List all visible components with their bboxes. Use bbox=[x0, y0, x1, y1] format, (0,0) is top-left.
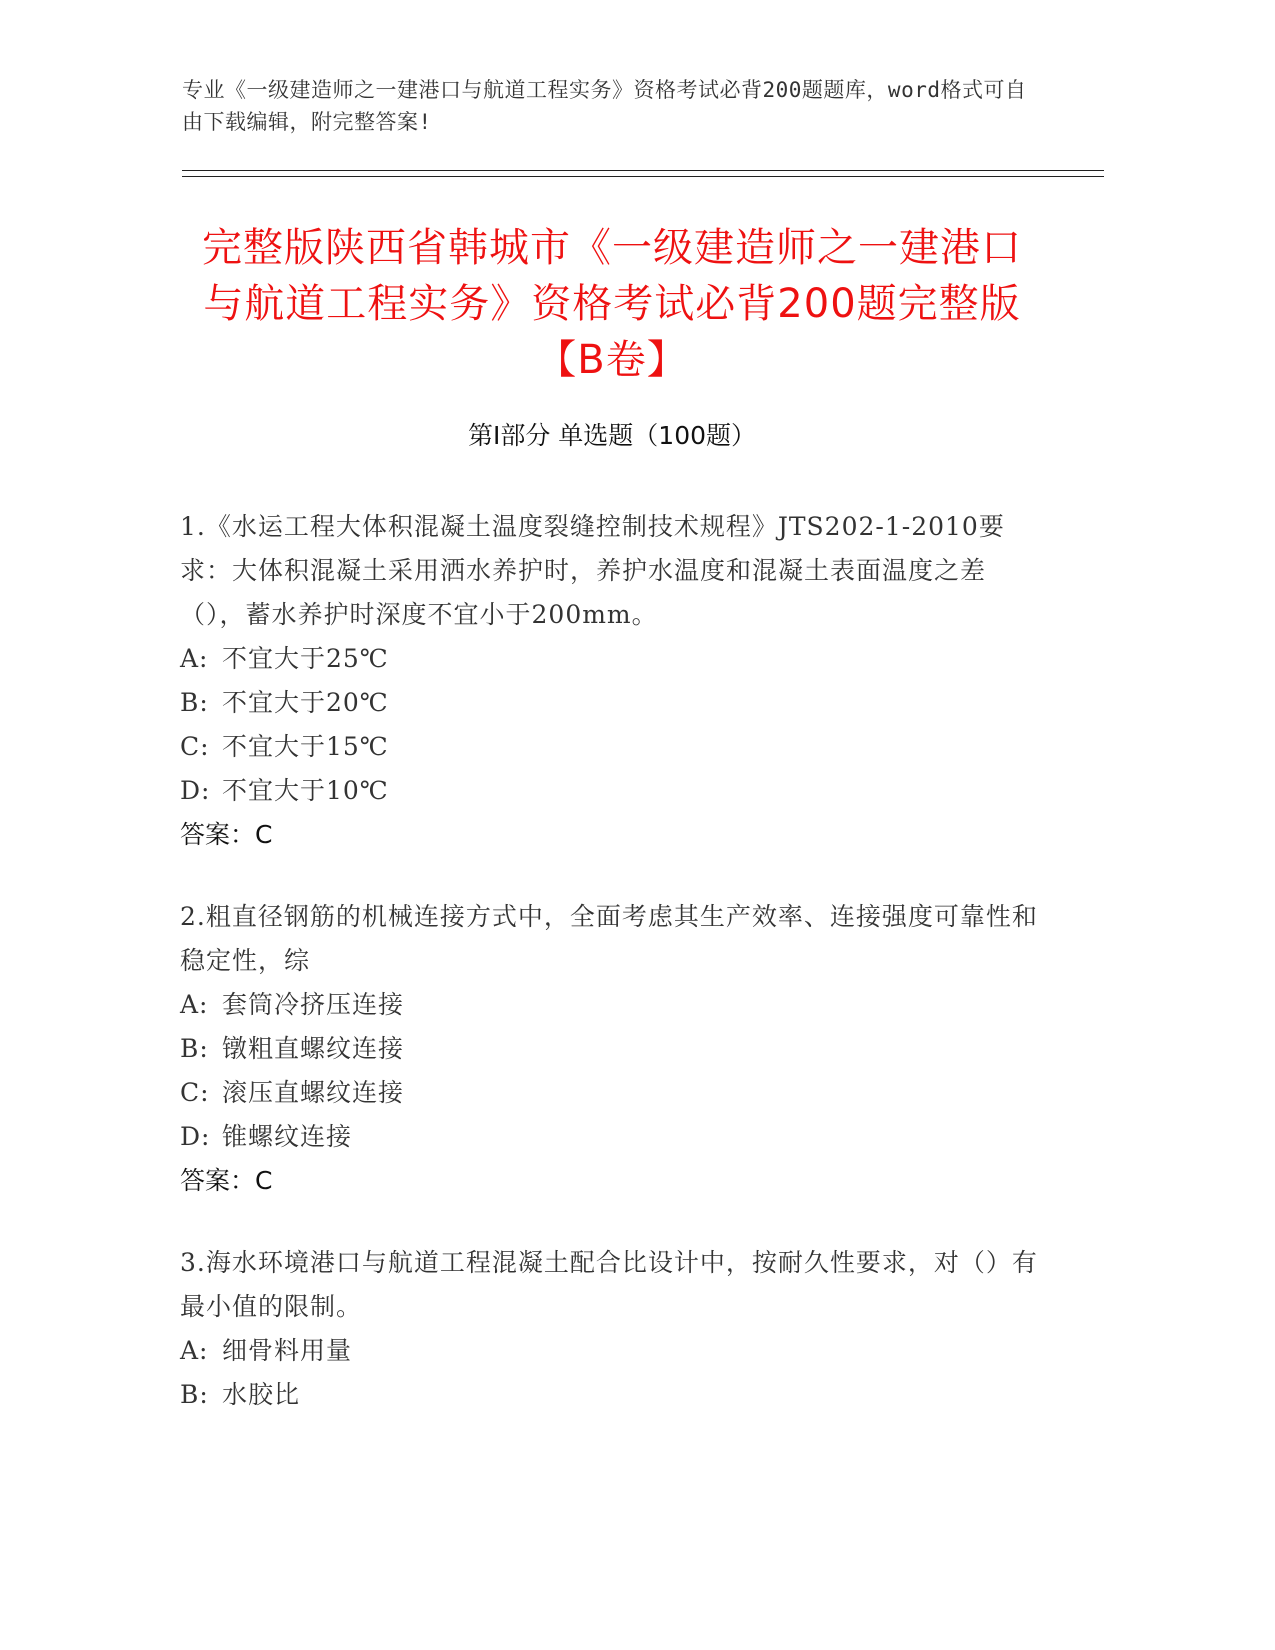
question-stem: 3.海水环境港口与航道工程混凝土配合比设计中，按耐久性要求，对（）有最小值的限制。 bbox=[180, 1248, 1038, 1321]
document-title: 完整版陕西省韩城市《一级建造师之一建港口与航道工程实务》资格考试必背200题完整版【B卷】 bbox=[202, 225, 1022, 383]
option-c bbox=[180, 725, 1050, 769]
header-rule-top bbox=[182, 170, 1104, 171]
option-key: C: bbox=[180, 1078, 210, 1107]
option-b bbox=[180, 1027, 1050, 1071]
option-text: 不宜大于15℃ bbox=[222, 732, 389, 761]
option-text: 镦粗直螺纹连接 bbox=[222, 1034, 405, 1063]
option-key: A: bbox=[180, 1336, 209, 1365]
option-a bbox=[180, 637, 1050, 681]
option-key: B: bbox=[180, 1034, 209, 1063]
question-stem: 2.粗直径钢筋的机械连接方式中，全面考虑其生产效率、连接强度可靠性和稳定性，综 bbox=[180, 902, 1038, 975]
question-stem: 1.《水运工程大体积混凝土温度裂缝控制技术规程》JTS202-1-2010要求：大体积混凝土采用洒水养护时，养护水温度和混凝土表面温度之差（），蓄水养护时深度不宜小于200mm。 bbox=[180, 512, 1005, 629]
option-key: D: bbox=[180, 1122, 211, 1151]
section-title: 第Ⅰ部分 单选题（100题） bbox=[467, 421, 757, 450]
option-text: 不宜大于10℃ bbox=[222, 776, 389, 805]
option-text: 锥螺纹连接 bbox=[222, 1122, 353, 1151]
question-list bbox=[180, 505, 1050, 1455]
question-2 bbox=[180, 895, 1050, 1203]
option-c bbox=[180, 1071, 1050, 1115]
option-text: 套筒冷挤压连接 bbox=[222, 990, 405, 1019]
answer-line: 答案：C bbox=[180, 820, 273, 849]
option-key: D: bbox=[180, 776, 211, 805]
option-text: 不宜大于25℃ bbox=[222, 644, 389, 673]
option-key: B: bbox=[180, 688, 209, 717]
question-3 bbox=[180, 1241, 1050, 1417]
option-a bbox=[180, 1329, 1050, 1373]
option-d bbox=[180, 769, 1050, 813]
answer-line: 答案：C bbox=[180, 1166, 273, 1195]
option-d bbox=[180, 1115, 1050, 1159]
option-text: 滚压直螺纹连接 bbox=[222, 1078, 405, 1107]
header-rule-bottom bbox=[182, 176, 1104, 177]
option-b bbox=[180, 1373, 1050, 1417]
option-text: 不宜大于20℃ bbox=[222, 688, 389, 717]
header-note: 专业《一级建造师之一建港口与航道工程实务》资格考试必背200题题库，word格式可自由下载编辑，附完整答案! bbox=[182, 78, 1027, 134]
option-a bbox=[180, 983, 1050, 1027]
option-text: 水胶比 bbox=[222, 1380, 301, 1409]
option-text: 细骨料用量 bbox=[222, 1336, 353, 1365]
question-1 bbox=[180, 505, 1050, 857]
option-key: B: bbox=[180, 1380, 209, 1409]
option-b bbox=[180, 681, 1050, 725]
option-key: A: bbox=[180, 990, 209, 1019]
option-key: A: bbox=[180, 644, 209, 673]
option-key: C: bbox=[180, 732, 210, 761]
